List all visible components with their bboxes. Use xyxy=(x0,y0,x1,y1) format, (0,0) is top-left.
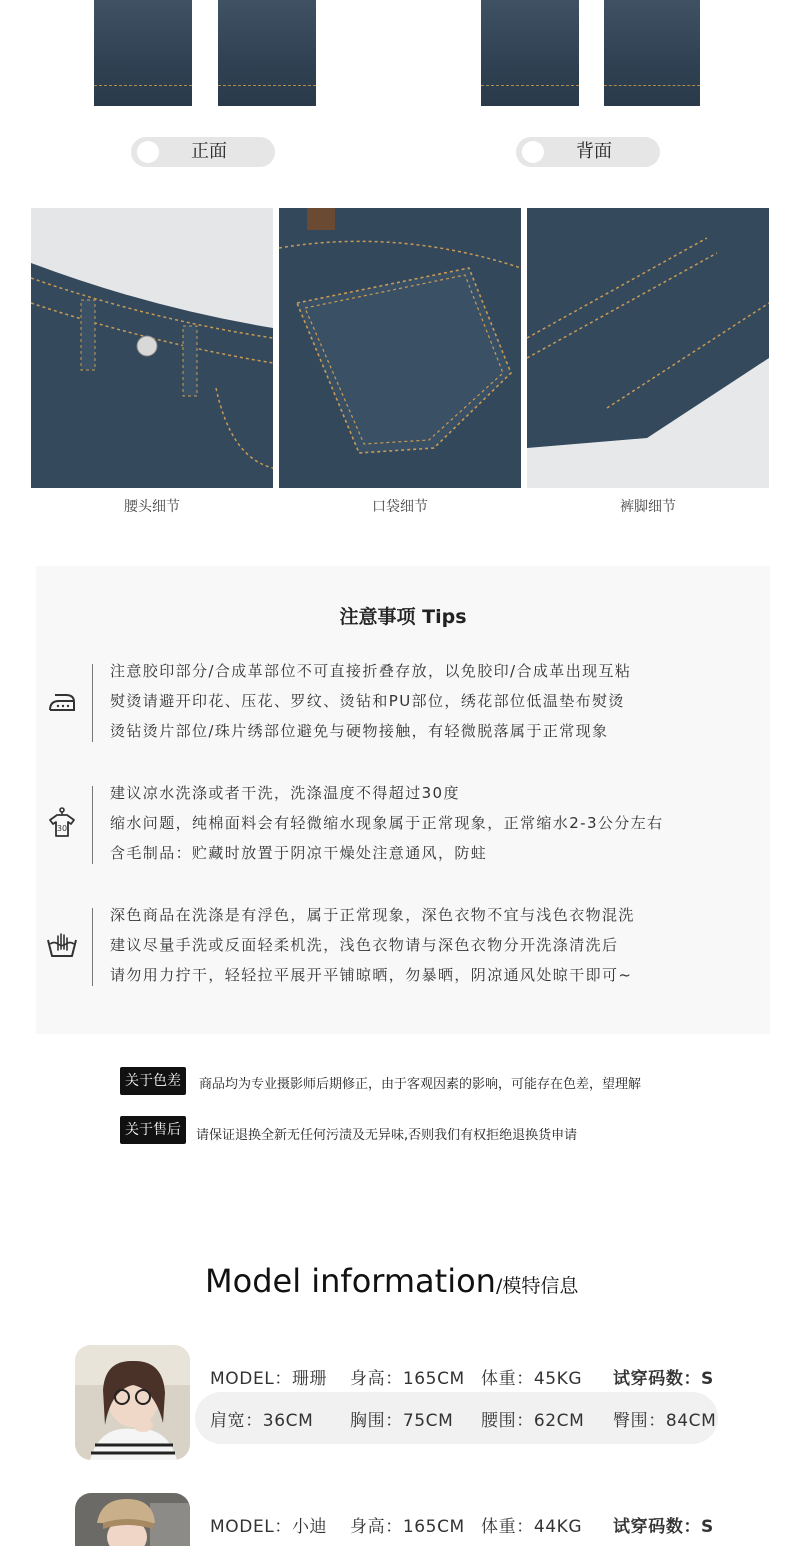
iron-icon xyxy=(46,686,78,718)
tip-line: 建议尽量手洗或反面轻柔机洗，浅色衣物请与深色衣物分开洗涤清洗后 xyxy=(110,936,619,954)
front-right-leg xyxy=(218,0,316,106)
back-left-leg xyxy=(481,0,579,106)
detail-caption: 腰头细节 xyxy=(124,499,180,515)
hem-detail-photo xyxy=(527,208,769,488)
model-weight: 体重：44KG xyxy=(481,1517,583,1537)
tip-divider xyxy=(92,908,93,986)
waistband-detail-photo xyxy=(31,208,273,488)
model-waist: 腰围：62CM xyxy=(481,1411,585,1431)
tip-line: 建议凉水洗涤或者干洗，洗涤温度不得超过30度 xyxy=(110,784,460,802)
tips-title: 注意事项 Tips xyxy=(339,606,467,628)
model-row-measurements xyxy=(210,1406,716,1431)
model-avatar xyxy=(75,1345,190,1460)
model-height: 身高：165CM xyxy=(350,1369,465,1389)
model-name: MODEL：珊珊 xyxy=(210,1369,328,1389)
model-shoulder: 肩宽：36CM xyxy=(210,1411,314,1431)
color-difference-badge: 关于色差 xyxy=(120,1067,186,1095)
detail-caption: 裤脚细节 xyxy=(620,499,676,515)
detail-caption: 口袋细节 xyxy=(372,499,428,515)
care-tips-card xyxy=(36,566,770,1034)
model-name: MODEL：小迪 xyxy=(210,1517,328,1537)
model-bust: 胸围：75CM xyxy=(350,1411,454,1431)
tip-line: 含毛制品：贮藏时放置于阴凉干燥处注意通风，防蛀 xyxy=(110,844,488,862)
after-sales-note: 请保证退换全新无任何污渍及无异味,否则我们有权拒绝退换货申请 xyxy=(196,1128,578,1143)
tip-line: 烫钻烫片部位/珠片绣部位避免与硬物接触，有轻微脱落属于正常现象 xyxy=(110,722,609,740)
model-hip: 臀围：84CM xyxy=(613,1411,717,1431)
tip-divider xyxy=(92,786,93,864)
model-row-basic xyxy=(210,1512,714,1537)
model-size: 试穿码数：S xyxy=(613,1369,714,1389)
color-difference-note: 商品均为专业摄影师后期修正，由于客观因素的影响，可能存在色差，望理解 xyxy=(199,1077,642,1092)
model-info-title: Model information xyxy=(205,1262,496,1300)
model-row-basic xyxy=(210,1364,714,1389)
back-right-leg xyxy=(604,0,700,106)
pocket-detail-photo xyxy=(279,208,521,488)
shirt-hanger-icon xyxy=(46,806,78,838)
front-left-leg xyxy=(94,0,192,106)
model-size: 试穿码数：S xyxy=(613,1517,714,1537)
after-sales-badge: 关于售后 xyxy=(120,1116,186,1144)
model-height: 身高：165CM xyxy=(350,1517,465,1537)
hand-wash-icon xyxy=(46,928,78,960)
tip-line: 注意胶印部分/合成革部位不可直接折叠存放，以免胶印/合成革出现互粘 xyxy=(110,662,632,680)
front-view-label: 正面 xyxy=(131,137,275,167)
model-avatar xyxy=(75,1493,190,1546)
tip-line: 缩水问题，纯棉面料会有轻微缩水现象属于正常现象，正常缩水2-3公分左右 xyxy=(110,814,664,832)
model-info-subtitle: /模特信息 xyxy=(495,1275,579,1297)
model-weight: 体重：45KG xyxy=(481,1369,583,1389)
back-view-label: 背面 xyxy=(516,137,660,167)
tip-line: 熨烫请避开印花、压花、罗纹、烫钻和PU部位，绣花部位低温垫布熨烫 xyxy=(110,692,625,710)
tip-divider xyxy=(92,664,93,742)
svg-text:30: 30 xyxy=(56,824,68,833)
tip-line: 请勿用力拧干，轻轻拉平展开平铺晾晒，勿暴晒，阴凉通风处晾干即可~ xyxy=(110,966,633,984)
tip-line: 深色商品在洗涤是有浮色，属于正常现象，深色衣物不宜与浅色衣物混洗 xyxy=(110,906,635,924)
model-info-heading xyxy=(205,1262,578,1300)
